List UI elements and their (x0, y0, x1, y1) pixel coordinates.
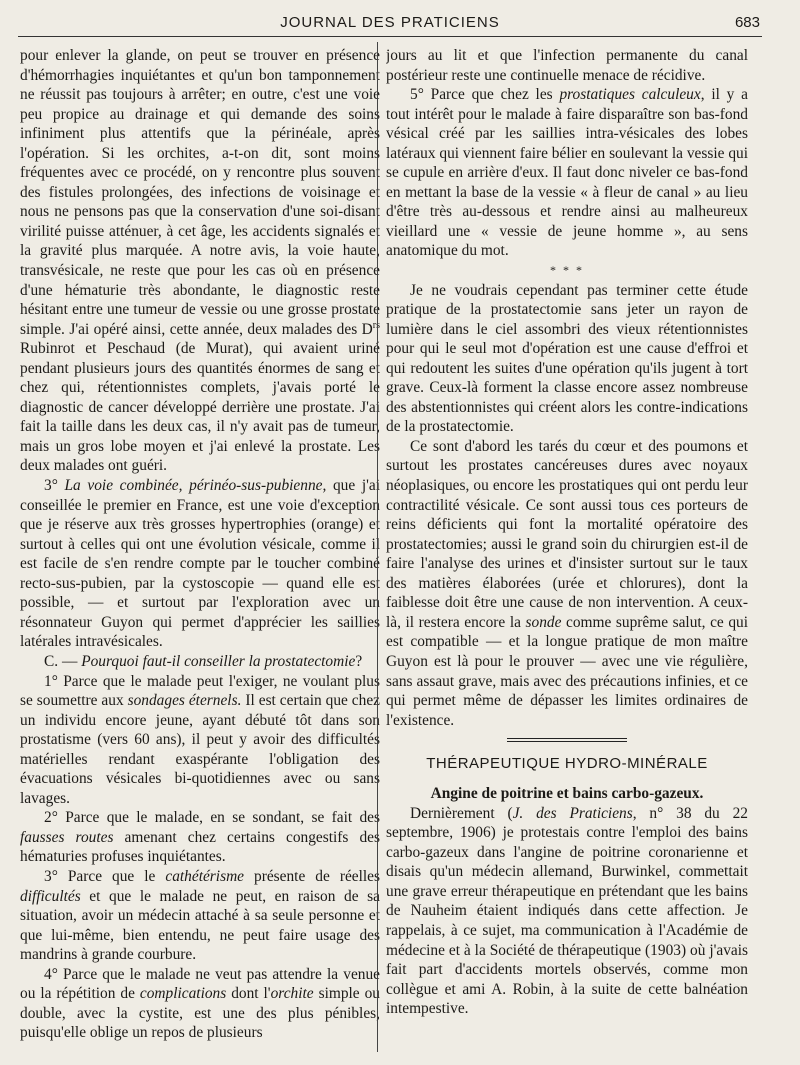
left-column (20, 46, 380, 1051)
page-header (20, 14, 760, 36)
paragraph: Ce sont d'abord les tarés du cœur et des poumons et surtout les prostates cancéreuses dures avec noyaux néoplasiques, ou encore les prostatiques qui ont perdu leur contractilité vésicale. Ce sont aussi tous ces porteurs de reins déficients qui font la mortalité opératoire des prostatectomies; aussi le grand soin du chirurgien est-il de faire l'analyse des urines et d'insister surtout sur le taux des matières élaborées (urée et chlorures), dont la faiblesse doit être une cause de non intervention. A ceux-là, il restera encore la sonde comme suprême salut, ce qui est compatible — et la longue pratique de mon maître Guyon est là pour le prouver — avec une vie régulière, sans assaut grave, mais avec des précautions infinies, et ce qui permet même de dépasser les limites ordinaires de l'existence. (386, 437, 748, 729)
paragraph: Je ne voudrais cependant pas terminer cette étude pratique de la prostatectomie sans jeter un rayon de lumière dans le ciel assombri des vieux rétentionnistes pour qui le seul mot d'opération est une cause d'effroi et qui redoutent les suites d'une opération qu'ils jugent à tort grave. Ceux-là forment la classe encore assez nombreuse des abstentionnistes qui créent alors les contre-indications de la prostatectomie. (386, 281, 748, 436)
asterism: * * * (550, 263, 584, 278)
paragraph: 1° Parce que le malade peut l'exiger, ne voulant plus se soumettre aux sondages éternels. Il est certain que chez un individu encore jeune, ayant débuté tôt dans son prostatisme (vers 60 ans), il peut y avoir des difficultés matérielles rendant exaspérante l'obligation des évacuations vésicales bi-quotidiennes avec ou sans lavages. (20, 672, 380, 807)
column-divider (377, 42, 378, 1052)
paragraph: 4° Parce que le malade ne veut pas attendre la venue ou la répétition de complications dont l'orchite simple ou double, avec la cystite, est une des plus pénibles, puisqu'elle oblige un repos de plusieurs (20, 965, 380, 1042)
subsection-heading: C. — Pourquoi faut-il conseiller la prostatectomie? (44, 652, 363, 670)
paragraph: 3° Parce que le cathétérisme présente de réelles difficultés et que le malade ne peut, en raison de sa situation, avoir un médecin attaché à sa seule personne et que lui-même, bien entendu, ne peut faire usage des mandrins à grande courbure. (20, 867, 380, 964)
paragraph: 5° Parce que chez les prostatiques calculeux, il y a tout intérêt pour le malade à faire disparaître son bas-fond vésical créé par les saillies intra-vésicales des lobes latéraux qui viennent faire bélier en soulevant la vessie qui se cupule en arrière d'eux. Il faut donc niveler ce bas-fond en mettant la base de la vessie « à fleur de canal » au lieu d'être très au-dessous et rendre ainsi au malheureux vieillard une « vessie de jeune homme », au sens anatomique du mot. (386, 86, 748, 260)
right-column (386, 46, 748, 1051)
paragraph: jours au lit et que l'infection permanente du canal postérieur reste une continuelle menace de récidive. (386, 47, 748, 84)
page-number: 683 (734, 14, 760, 31)
journal-title: JOURNAL DES PRATICIENS (280, 14, 500, 31)
section-title: THÉRAPEUTIQUE HYDRO-MINÉRALE (426, 755, 708, 773)
article-title: Angine de poitrine et bains carbo-gazeux. (430, 785, 704, 803)
paragraph: pour enlever la glande, on peut se trouver en présence d'hémorrhagies inquiétantes et qu'un bon tamponnement ne réussit pas toujours à arrêter; en outre, c'est une voie peu propice au drainage et qui demande des soins infiniment plus attentifs que la périnéale, après l'opération. Si les orchites, a-t-on dit, sont moins fréquentes avec ce procédé, on y rencontre plus souvent des fistules prolongées, des infections de voisinage et nous ne pensons pas que la conservation d'une soi-disant virilité puisse atténuer, à cet âge, les accidents signalés et la gravité plus marquée. A notre avis, la voie haute, transvésicale, ne reste que pour les cas où en présence d'une hématurie très abondante, le diagnostic reste hésitant entre une tumeur de vessie ou une grosse prostate simple. J'ai opéré ainsi, cette année, deux malades des $D^{rs}$ Rubinrot et Peschaud (de Murat), qui avaient uriné pendant plusieurs jours des quantités énormes de sang et chez qui, rétentionnistes complets, j'avais porté le diagnostic de cancer développé derrière une prostate. J'ai fait la taille dans les deux cas, il n'y avait pas de tumeur, mais un gros lobe moyen et j'ai enlevé la prostate. Les deux malades ont guéri. (20, 47, 380, 475)
header-rule (18, 36, 762, 37)
paragraph: 3° La voie combinée, périnéo-sus-pubienne, que j'ai conseillée le premier en France, est une voie d'exception que je réserve aux très grosses hypertrophies (orange) et surtout à celles qui ont une évolution vésicale, comme il est facile de s'en rendre compte par le toucher combiné recto-sus-pubien, par la cystoscopie — quand elle est possible, — et surtout par l'exploration avec un résonnateur Guyon qui permet d'apprécier les saillies latérales intravésicales. (20, 477, 380, 651)
section-separator (507, 738, 627, 742)
paragraph: Dernièrement (J. des Praticiens, n° 38 du 22 septembre, 1906) je protestais contre l'emploi des bains carbo-gazeux dans l'angine de poitrine coronarienne et disais qu'un médecin allemand, Burwinkel, commettait une grave erreur thérapeutique en prétendant que les bains de Nauheim étaient indiqués dans cette affection. Je rappelais, à ce sujet, ma communication à l'Académie de médecine et à la Société de thérapeutique (1903) où j'avais fait part d'accidents mortels observés, comme mon collègue et ami A. Robin, à la suite de cette balnéation intempestive. (386, 804, 748, 1018)
paragraph: 2° Parce que le malade, en se sondant, se fait des fausses routes amenant chez certains congestifs des hématuries profuses inquiétantes. (20, 809, 380, 866)
